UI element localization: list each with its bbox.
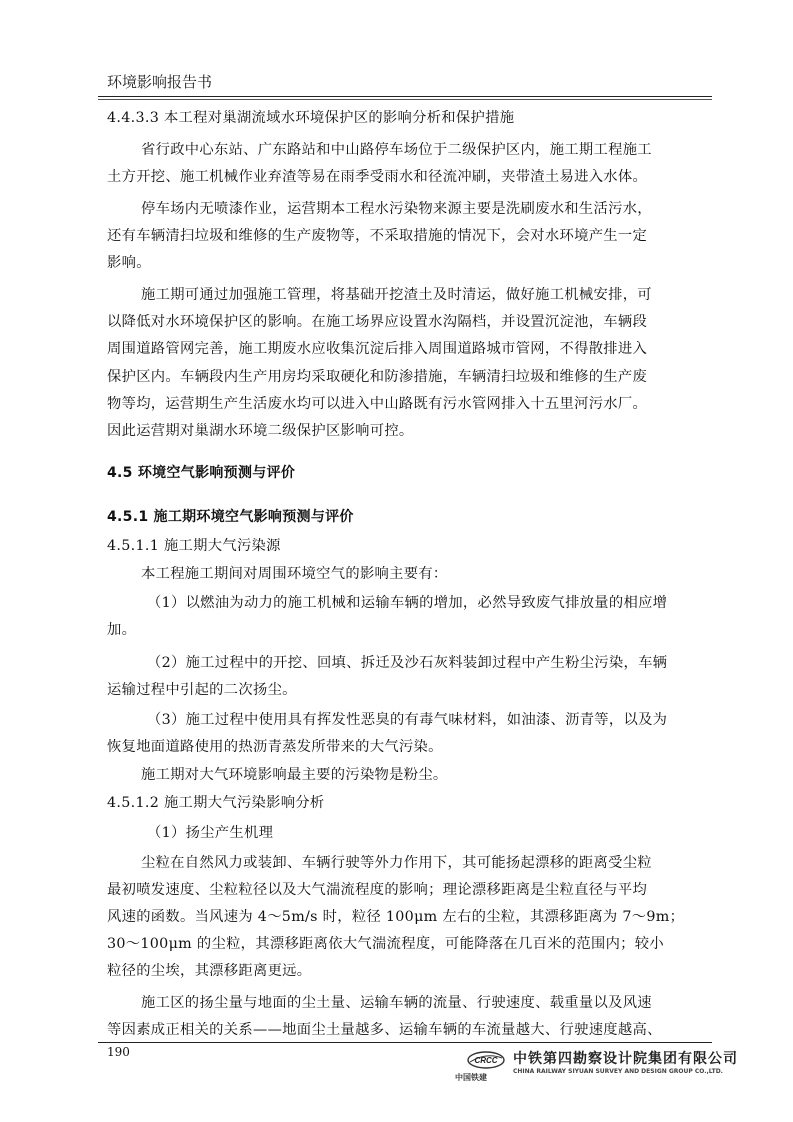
paragraph-line: 尘粒在自然风力或装卸、车辆行驶等外力作用下，其可能扬起漂移的距离受尘粒 bbox=[141, 855, 652, 871]
header-rule bbox=[98, 96, 712, 97]
company-name-en: CHINA RAILWAY SIYUAN SURVEY AND DESIGN GROUP CO.,LTD. bbox=[513, 1068, 723, 1075]
paragraph-line: 风速的函数。当风速为 4～5m/s 时，粒径 100μm 左右的尘粒，其漂移距离为 7～9m； bbox=[107, 909, 685, 925]
company-logo bbox=[455, 1048, 738, 1082]
paragraph-line: 施工期可通过加强施工管理，将基础开挖渣土及时清运，做好施工机械安排，可 bbox=[141, 287, 652, 303]
paragraph-line: 加。 bbox=[107, 622, 137, 638]
paragraph-line: 最初喷发速度、尘粒粒径以及大气湍流程度的影响；理论漂移距离是尘粒直径与平均 bbox=[107, 882, 648, 898]
paragraph-line: 土方开挖、施工机械作业弃渣等易在雨季受雨水和径流冲刷，夹带渣土易进入水体。 bbox=[107, 169, 648, 185]
paragraph-line: 因此运营期对巢湖水环境二级保护区影响可控。 bbox=[107, 423, 414, 439]
paragraph-line: 周围道路管网完善，施工期废水应收集沉淀后排入周围道路城市管网，不得散排进入 bbox=[107, 341, 648, 357]
parent-company-cn: 中国铁建 bbox=[455, 1073, 487, 1082]
page-number: 190 bbox=[107, 1045, 130, 1059]
paragraph-line: 省行政中心东站、广东路站和中山路停车场位于二级保护区内，施工期工程施工 bbox=[141, 142, 652, 158]
paragraph-line: 停车场内无喷漆作业，运营期本工程水污染物来源主要是洗刷废水和生活污水， bbox=[141, 201, 652, 217]
header-title: 环境影响报告书 bbox=[107, 73, 213, 91]
paragraph-line: 恢复地面道路使用的热沥青蒸发所带来的大气污染。 bbox=[107, 739, 443, 755]
list-item-3: （3）施工过程中使用具有挥发性恶臭的有毒气味材料，如油漆、沥青等，以及为 bbox=[147, 712, 668, 728]
paragraph-line: 等因素成正相关的关系——地面尘土量越多、运输车辆的车流量越大、行驶速度越高、 bbox=[107, 1022, 662, 1038]
footer-rule bbox=[98, 1042, 712, 1043]
section-heading-4-5: 4.5 环境空气影响预测与评价 bbox=[107, 465, 296, 481]
paragraph-line: 还有车辆清扫垃圾和维修的生产废物等，不采取措施的情况下，会对水环境产生一定 bbox=[107, 228, 648, 244]
list-item-1: （1）以燃油为动力的施工机械和运输车辆的增加，必然导致废气排放量的相应增 bbox=[147, 595, 668, 611]
list-item-dust-mechanism: （1）扬尘产生机理 bbox=[147, 825, 274, 841]
list-item-2: （2）施工过程中的开挖、回填、拆迁及沙石灰料装卸过程中产生粉尘污染，车辆 bbox=[147, 655, 668, 671]
paragraph-line: 以降低对水环境保护区的影响。在施工场界应设置水沟隔档，并设置沉淀池，车辆段 bbox=[107, 314, 648, 330]
paragraph-line: 粒径的尘埃，其漂移距离更远。 bbox=[107, 963, 312, 979]
section-heading-4-5-1: 4.5.1 施工期环境空气影响预测与评价 bbox=[107, 509, 354, 525]
header-rule-thin bbox=[98, 99, 712, 100]
subsection-heading-4-5-1-2: 4.5.1.2 施工期大气污染影响分析 bbox=[107, 795, 325, 811]
paragraph-line: 30～100μm 的尘粒，其漂移距离依大气湍流程度，可能降落在几百米的范围内；较小 bbox=[107, 936, 664, 952]
paragraph-line: 施工期对大气环境影响最主要的污染物是粉尘。 bbox=[141, 767, 448, 783]
paragraph-line: 施工区的扬尘量与地面的尘土量、运输车辆的流量、行驶速度、载重量以及风速 bbox=[141, 995, 652, 1011]
subsection-heading-4-5-1-1: 4.5.1.1 施工期大气污染源 bbox=[107, 538, 281, 554]
paragraph-line: 运输过程中引起的二次扬尘。 bbox=[107, 682, 297, 698]
crcc-logo-icon bbox=[467, 1050, 505, 1070]
paragraph-line: 物等均，运营期生产生活废水均可以进入中山路既有污水管网排入十五里河污水厂。 bbox=[107, 396, 648, 412]
subsection-heading-4-4-3-3: 4.4.3.3 本工程对巢湖流域水环境保护区的影响分析和保护措施 bbox=[107, 110, 515, 126]
logo-mark-text: CRCC bbox=[474, 1056, 498, 1065]
paragraph-line: 本工程施工期间对周围环境空气的影响主要有： bbox=[141, 566, 448, 582]
paragraph-line: 保护区内。车辆段内生产用房均采取硬化和防渗措施，车辆清扫垃圾和维修的生产废 bbox=[107, 369, 648, 385]
paragraph-line: 影响。 bbox=[107, 255, 151, 271]
company-name-cn: 中铁第四勘察设计院集团有限公司 bbox=[513, 1051, 738, 1067]
